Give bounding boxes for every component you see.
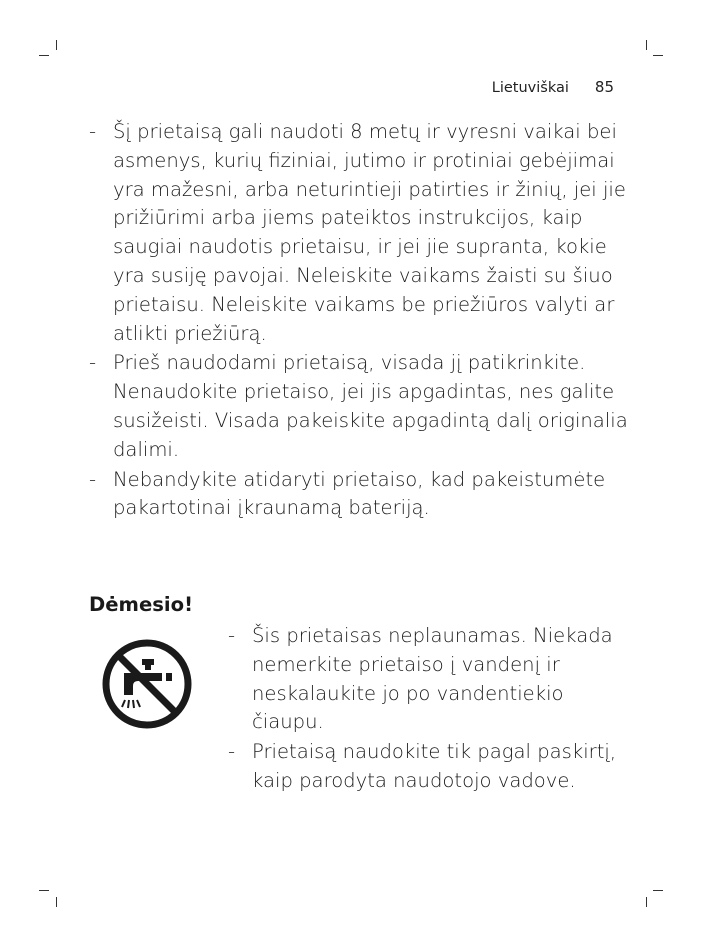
crop-mark <box>646 40 647 50</box>
list-item-text: Prieš naudodami prietaisą, visada jį patikrinkite. Nenaudokite prietaiso, jei jis apgadintas, nes galite susižeisti. Visada pakeiskite apgadintą dalį originalia dalimi. <box>113 351 628 461</box>
list-item <box>89 466 629 524</box>
list-dash: - <box>89 467 97 491</box>
crop-mark <box>653 55 663 56</box>
crop-mark <box>39 890 49 891</box>
list-item <box>228 622 628 737</box>
warning-title: Dėmesio! <box>89 593 194 616</box>
crop-mark <box>39 55 49 56</box>
crop-mark <box>653 890 663 891</box>
page-number: 85 <box>594 78 614 96</box>
main-content <box>89 118 629 524</box>
warning-list <box>228 622 628 797</box>
list-item-text: Nebandykite atidaryti prietaiso, kad pakeistumėte pakartotinai įkraunamą bateriją. <box>113 467 606 520</box>
language-label: Lietuviškai <box>491 80 569 96</box>
list-dash: - <box>89 120 97 143</box>
list-item <box>228 738 628 796</box>
list-item-text: Prietaisą naudokite tik pagal paskirtį, kaip parodyta naudotojo vadove. <box>252 740 617 792</box>
instruction-list <box>89 118 629 523</box>
no-water-tap-icon <box>100 637 194 731</box>
crop-mark <box>56 40 57 50</box>
list-item <box>89 118 629 348</box>
list-item <box>89 349 629 464</box>
crop-mark <box>646 897 647 907</box>
page-header <box>492 78 614 96</box>
list-dash: - <box>89 351 97 375</box>
list-item-text: Šis prietaisas neplaunamas. Niekada nemerkite prietaiso į vandenį ir neskalaukite jo po vandentiekio čiaupu. <box>252 624 613 734</box>
list-dash: - <box>228 624 236 647</box>
list-item-text: Šį prietaisą gali naudoti 8 metų ir vyresni vaikai bei asmenys, kurių fiziniai, jutimo ir protiniai gebėjimai yra mažesni, arba neturintieji patirties ir žinių, jei jie prižiūrimi arba jiems pateiktos instrukcijos, kaip saugiai naudotis prietaisu, ir jei jie supranta, kokie yra susiję pavojai. Neleiskite vaikams žaisti su šiuo prietaisu. Neleiskite vaikams be priežiūros valyti ar atlikti priežiūrą. <box>113 120 626 345</box>
crop-mark <box>56 897 57 907</box>
list-dash: - <box>228 740 236 764</box>
